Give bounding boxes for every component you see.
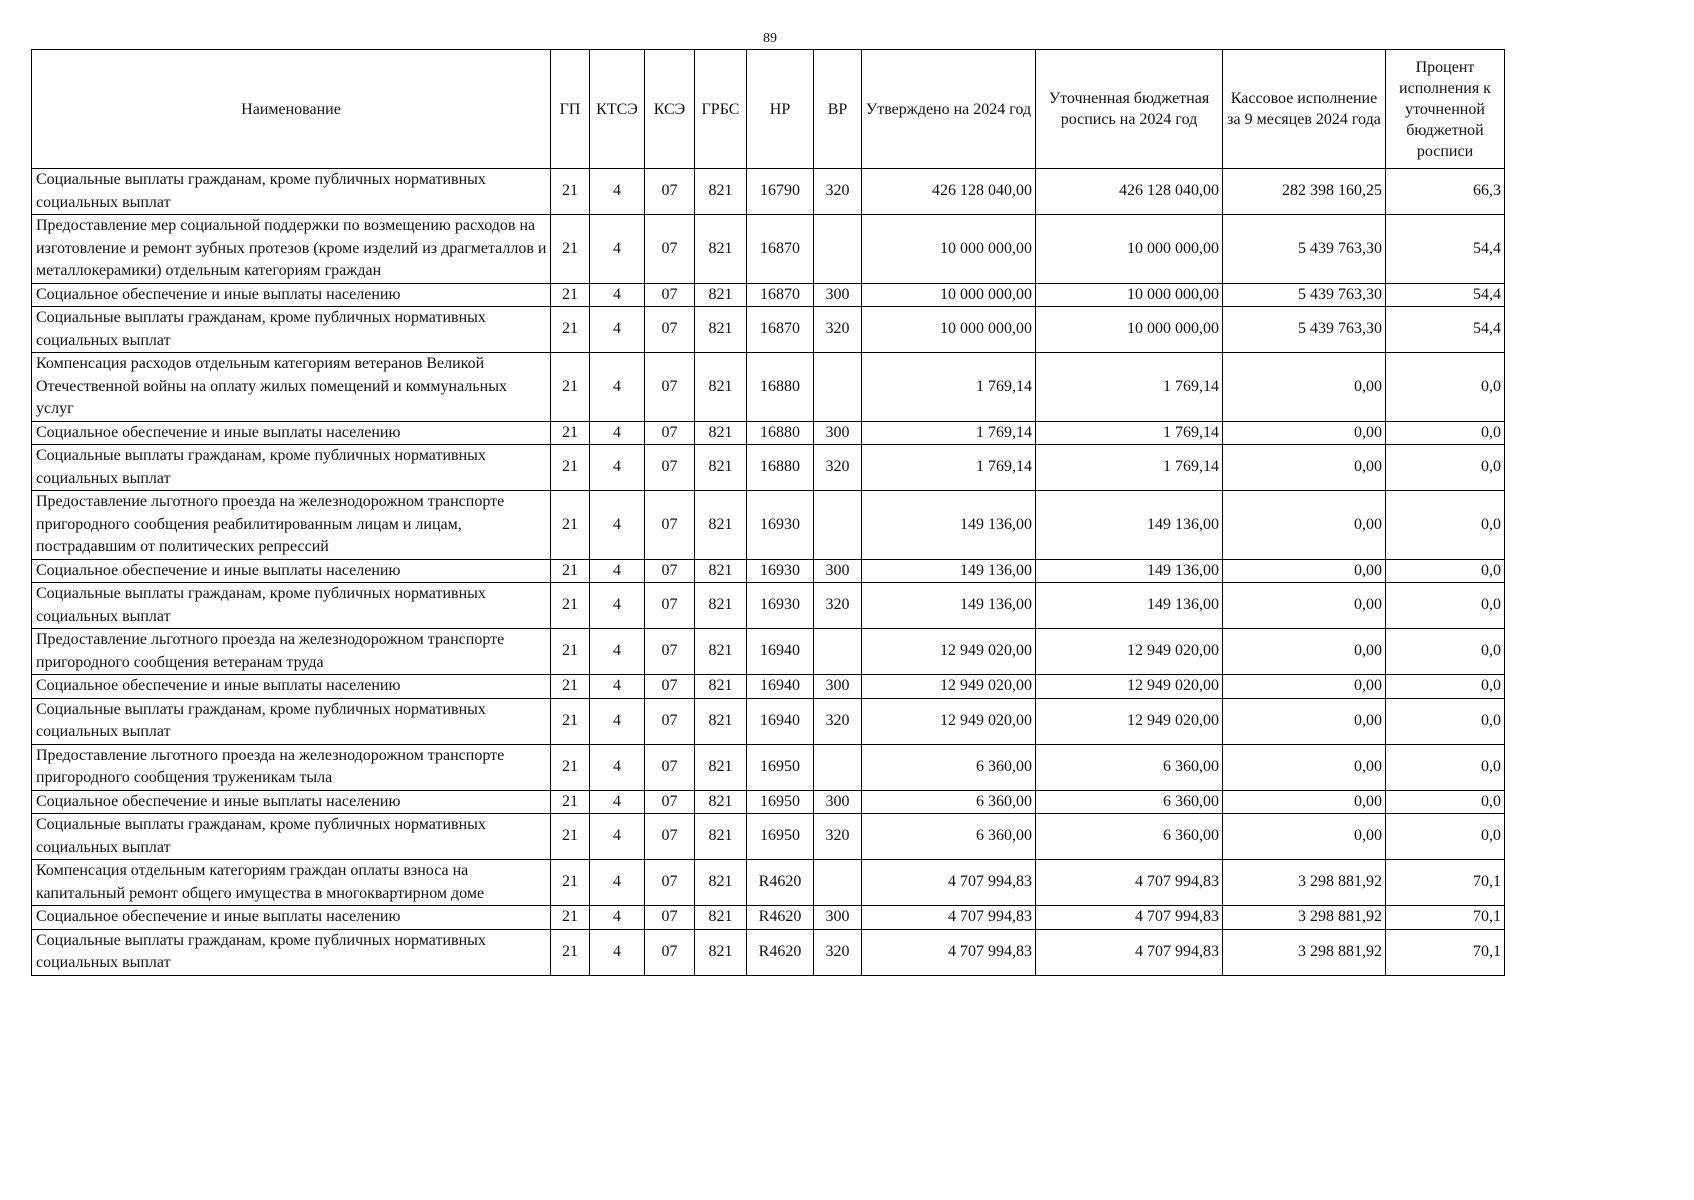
table-row [32,491,1505,560]
cell-vr [814,491,862,560]
cell-nr: 16870 [747,283,814,307]
cell-ktse: 4 [590,421,645,445]
cell-gp: 21 [551,421,590,445]
cell-percent: 0,0 [1386,491,1505,560]
cell-name: Предоставление льготного проезда на железнодорожном транспорте пригородного сообщения труженикам тыла [32,744,551,790]
cell-executed: 282 398 160,25 [1223,169,1386,215]
cell-percent: 66,3 [1386,169,1505,215]
cell-refined: 1 769,14 [1036,353,1223,422]
cell-vr: 320 [814,445,862,491]
header-percent: Процент исполнения к уточненной бюджетной росписи [1386,50,1505,169]
cell-vr: 300 [814,675,862,699]
cell-grbs: 821 [695,283,747,307]
cell-grbs: 821 [695,421,747,445]
header-name: Наименование [32,50,551,169]
cell-executed: 0,00 [1223,790,1386,814]
cell-ktse: 4 [590,814,645,860]
cell-gp: 21 [551,559,590,583]
cell-percent: 0,0 [1386,814,1505,860]
cell-approved: 149 136,00 [862,583,1036,629]
cell-name: Социальные выплаты гражданам, кроме публичных нормативных социальных выплат [32,307,551,353]
cell-vr: 300 [814,559,862,583]
cell-name: Социальные выплаты гражданам, кроме публичных нормативных социальных выплат [32,814,551,860]
cell-name: Социальные выплаты гражданам, кроме публичных нормативных социальных выплат [32,583,551,629]
cell-refined: 4 707 994,83 [1036,906,1223,930]
cell-name: Компенсация расходов отдельным категориям ветеранов Великой Отечественной войны на оплату жилых помещений и коммунальных услуг [32,353,551,422]
header-ktse: КТСЭ [590,50,645,169]
cell-gp: 21 [551,860,590,906]
cell-kse: 07 [645,744,695,790]
cell-grbs: 821 [695,215,747,284]
cell-name: Социальное обеспечение и иные выплаты населению [32,790,551,814]
cell-gp: 21 [551,283,590,307]
cell-percent: 0,0 [1386,675,1505,699]
cell-nr: R4620 [747,929,814,975]
cell-percent: 0,0 [1386,445,1505,491]
header-gp: ГП [551,50,590,169]
cell-executed: 3 298 881,92 [1223,929,1386,975]
cell-ktse: 4 [590,744,645,790]
cell-grbs: 821 [695,906,747,930]
table-row [32,353,1505,422]
cell-gp: 21 [551,491,590,560]
cell-vr: 300 [814,906,862,930]
cell-executed: 3 298 881,92 [1223,860,1386,906]
cell-approved: 12 949 020,00 [862,698,1036,744]
cell-approved: 12 949 020,00 [862,675,1036,699]
header-nr: НР [747,50,814,169]
cell-ktse: 4 [590,445,645,491]
cell-ktse: 4 [590,675,645,699]
cell-kse: 07 [645,790,695,814]
cell-approved: 149 136,00 [862,559,1036,583]
cell-percent: 70,1 [1386,929,1505,975]
cell-approved: 4 707 994,83 [862,929,1036,975]
cell-refined: 149 136,00 [1036,491,1223,560]
header-kse: КСЭ [645,50,695,169]
cell-kse: 07 [645,814,695,860]
cell-vr: 300 [814,283,862,307]
table-row [32,215,1505,284]
cell-approved: 149 136,00 [862,491,1036,560]
header-approved: Утверждено на 2024 год [862,50,1036,169]
table-row [32,790,1505,814]
table-row [32,675,1505,699]
page-number: 89 [763,31,777,46]
table-row [32,283,1505,307]
cell-nr: 16880 [747,445,814,491]
cell-vr: 300 [814,790,862,814]
cell-nr: 16930 [747,491,814,560]
cell-nr: 16930 [747,583,814,629]
cell-refined: 6 360,00 [1036,744,1223,790]
cell-vr: 320 [814,698,862,744]
cell-executed: 0,00 [1223,629,1386,675]
cell-refined: 4 707 994,83 [1036,929,1223,975]
cell-nr: R4620 [747,860,814,906]
cell-gp: 21 [551,906,590,930]
cell-name: Социальное обеспечение и иные выплаты населению [32,906,551,930]
cell-gp: 21 [551,929,590,975]
cell-approved: 6 360,00 [862,744,1036,790]
cell-vr: 320 [814,583,862,629]
cell-grbs: 821 [695,629,747,675]
cell-ktse: 4 [590,860,645,906]
cell-grbs: 821 [695,583,747,629]
cell-gp: 21 [551,675,590,699]
cell-gp: 21 [551,445,590,491]
cell-executed: 5 439 763,30 [1223,283,1386,307]
cell-refined: 1 769,14 [1036,445,1223,491]
table-row [32,698,1505,744]
cell-refined: 149 136,00 [1036,583,1223,629]
cell-name: Социальные выплаты гражданам, кроме публичных нормативных социальных выплат [32,445,551,491]
cell-gp: 21 [551,215,590,284]
cell-gp: 21 [551,583,590,629]
cell-nr: R4620 [747,906,814,930]
table-body [32,169,1505,976]
cell-kse: 07 [645,629,695,675]
cell-executed: 3 298 881,92 [1223,906,1386,930]
cell-grbs: 821 [695,814,747,860]
cell-ktse: 4 [590,215,645,284]
cell-approved: 4 707 994,83 [862,860,1036,906]
cell-approved: 6 360,00 [862,814,1036,860]
cell-refined: 4 707 994,83 [1036,860,1223,906]
cell-nr: 16880 [747,421,814,445]
table-row [32,814,1505,860]
cell-grbs: 821 [695,445,747,491]
cell-kse: 07 [645,583,695,629]
cell-gp: 21 [551,698,590,744]
cell-grbs: 821 [695,559,747,583]
cell-name: Социальные выплаты гражданам, кроме публичных нормативных социальных выплат [32,698,551,744]
cell-grbs: 821 [695,929,747,975]
table-row [32,559,1505,583]
cell-nr: 16880 [747,353,814,422]
cell-ktse: 4 [590,906,645,930]
cell-executed: 0,00 [1223,559,1386,583]
cell-vr: 300 [814,421,862,445]
cell-grbs: 821 [695,307,747,353]
cell-name: Компенсация отдельным категориям граждан оплаты взноса на капитальный ремонт общего имущества в многоквартирном доме [32,860,551,906]
table-row [32,629,1505,675]
cell-approved: 10 000 000,00 [862,307,1036,353]
cell-executed: 0,00 [1223,353,1386,422]
cell-percent: 0,0 [1386,353,1505,422]
cell-ktse: 4 [590,307,645,353]
cell-kse: 07 [645,491,695,560]
cell-kse: 07 [645,675,695,699]
cell-kse: 07 [645,860,695,906]
cell-kse: 07 [645,559,695,583]
table-row [32,445,1505,491]
cell-name: Социальное обеспечение и иные выплаты населению [32,421,551,445]
cell-refined: 10 000 000,00 [1036,283,1223,307]
cell-grbs: 821 [695,675,747,699]
cell-vr: 320 [814,929,862,975]
cell-vr: 320 [814,814,862,860]
cell-executed: 0,00 [1223,445,1386,491]
cell-approved: 1 769,14 [862,445,1036,491]
cell-name: Предоставление мер социальной поддержки по возмещению расходов на изготовление и ремонт зубных протезов (кроме изделий из драгметаллов и металлокерамики) отдельным категориям граждан [32,215,551,284]
cell-name: Предоставление льготного проезда на железнодорожном транспорте пригородного сообщения реабилитированным лицам и лицам, пострадавшим от политических репрессий [32,491,551,560]
cell-grbs: 821 [695,353,747,422]
cell-ktse: 4 [590,929,645,975]
cell-executed: 0,00 [1223,491,1386,560]
cell-refined: 12 949 020,00 [1036,629,1223,675]
cell-nr: 16950 [747,790,814,814]
table-row [32,307,1505,353]
cell-name: Социальное обеспечение и иные выплаты населению [32,675,551,699]
cell-approved: 426 128 040,00 [862,169,1036,215]
table-row [32,906,1505,930]
cell-percent: 0,0 [1386,698,1505,744]
header-executed: Кассовое исполнение за 9 месяцев 2024 года [1223,50,1386,169]
cell-grbs: 821 [695,491,747,560]
cell-kse: 07 [645,421,695,445]
cell-kse: 07 [645,283,695,307]
cell-ktse: 4 [590,559,645,583]
header-refined: Уточненная бюджетная роспись на 2024 год [1036,50,1223,169]
cell-approved: 4 707 994,83 [862,906,1036,930]
cell-approved: 1 769,14 [862,421,1036,445]
cell-gp: 21 [551,169,590,215]
cell-refined: 12 949 020,00 [1036,698,1223,744]
cell-kse: 07 [645,307,695,353]
cell-kse: 07 [645,698,695,744]
cell-ktse: 4 [590,698,645,744]
cell-ktse: 4 [590,283,645,307]
cell-refined: 12 949 020,00 [1036,675,1223,699]
cell-executed: 0,00 [1223,421,1386,445]
cell-percent: 0,0 [1386,744,1505,790]
cell-name: Социальное обеспечение и иные выплаты населению [32,559,551,583]
cell-refined: 6 360,00 [1036,814,1223,860]
cell-percent: 0,0 [1386,583,1505,629]
cell-vr [814,629,862,675]
cell-percent: 0,0 [1386,629,1505,675]
cell-gp: 21 [551,814,590,860]
cell-approved: 1 769,14 [862,353,1036,422]
cell-grbs: 821 [695,169,747,215]
cell-nr: 16870 [747,307,814,353]
cell-kse: 07 [645,445,695,491]
cell-executed: 0,00 [1223,814,1386,860]
cell-grbs: 821 [695,860,747,906]
cell-ktse: 4 [590,353,645,422]
cell-vr: 320 [814,307,862,353]
cell-kse: 07 [645,906,695,930]
cell-nr: 16940 [747,629,814,675]
cell-kse: 07 [645,929,695,975]
cell-percent: 54,4 [1386,283,1505,307]
cell-vr [814,860,862,906]
cell-executed: 0,00 [1223,698,1386,744]
cell-refined: 149 136,00 [1036,559,1223,583]
cell-ktse: 4 [590,169,645,215]
cell-name: Социальное обеспечение и иные выплаты населению [32,283,551,307]
cell-executed: 5 439 763,30 [1223,307,1386,353]
table-row [32,421,1505,445]
cell-gp: 21 [551,744,590,790]
cell-nr: 16790 [747,169,814,215]
cell-percent: 0,0 [1386,790,1505,814]
cell-refined: 10 000 000,00 [1036,307,1223,353]
cell-grbs: 821 [695,790,747,814]
cell-refined: 6 360,00 [1036,790,1223,814]
cell-grbs: 821 [695,698,747,744]
cell-nr: 16950 [747,744,814,790]
cell-approved: 10 000 000,00 [862,283,1036,307]
cell-approved: 10 000 000,00 [862,215,1036,284]
cell-nr: 16950 [747,814,814,860]
cell-percent: 54,4 [1386,215,1505,284]
budget-table [31,49,1505,976]
cell-nr: 16940 [747,698,814,744]
cell-ktse: 4 [590,491,645,560]
header-grbs: ГРБС [695,50,747,169]
cell-kse: 07 [645,215,695,284]
cell-approved: 12 949 020,00 [862,629,1036,675]
cell-percent: 54,4 [1386,307,1505,353]
cell-percent: 0,0 [1386,559,1505,583]
header-vr: ВР [814,50,862,169]
cell-percent: 70,1 [1386,906,1505,930]
cell-refined: 10 000 000,00 [1036,215,1223,284]
cell-kse: 07 [645,169,695,215]
cell-gp: 21 [551,790,590,814]
cell-name: Предоставление льготного проезда на железнодорожном транспорте пригородного сообщения ветеранам труда [32,629,551,675]
cell-vr [814,744,862,790]
cell-nr: 16870 [747,215,814,284]
cell-name: Социальные выплаты гражданам, кроме публичных нормативных социальных выплат [32,169,551,215]
cell-percent: 70,1 [1386,860,1505,906]
cell-gp: 21 [551,307,590,353]
table-row [32,860,1505,906]
cell-kse: 07 [645,353,695,422]
cell-gp: 21 [551,629,590,675]
cell-executed: 5 439 763,30 [1223,215,1386,284]
cell-vr [814,215,862,284]
cell-gp: 21 [551,353,590,422]
cell-executed: 0,00 [1223,583,1386,629]
cell-refined: 426 128 040,00 [1036,169,1223,215]
table-row [32,169,1505,215]
table-header [32,50,1505,169]
cell-ktse: 4 [590,629,645,675]
cell-vr [814,353,862,422]
cell-refined: 1 769,14 [1036,421,1223,445]
cell-executed: 0,00 [1223,675,1386,699]
cell-executed: 0,00 [1223,744,1386,790]
cell-nr: 16930 [747,559,814,583]
cell-approved: 6 360,00 [862,790,1036,814]
cell-vr: 320 [814,169,862,215]
cell-ktse: 4 [590,583,645,629]
cell-name: Социальные выплаты гражданам, кроме публичных нормативных социальных выплат [32,929,551,975]
cell-grbs: 821 [695,744,747,790]
cell-nr: 16940 [747,675,814,699]
cell-ktse: 4 [590,790,645,814]
cell-percent: 0,0 [1386,421,1505,445]
table-row [32,744,1505,790]
table-row [32,929,1505,975]
table-row [32,583,1505,629]
